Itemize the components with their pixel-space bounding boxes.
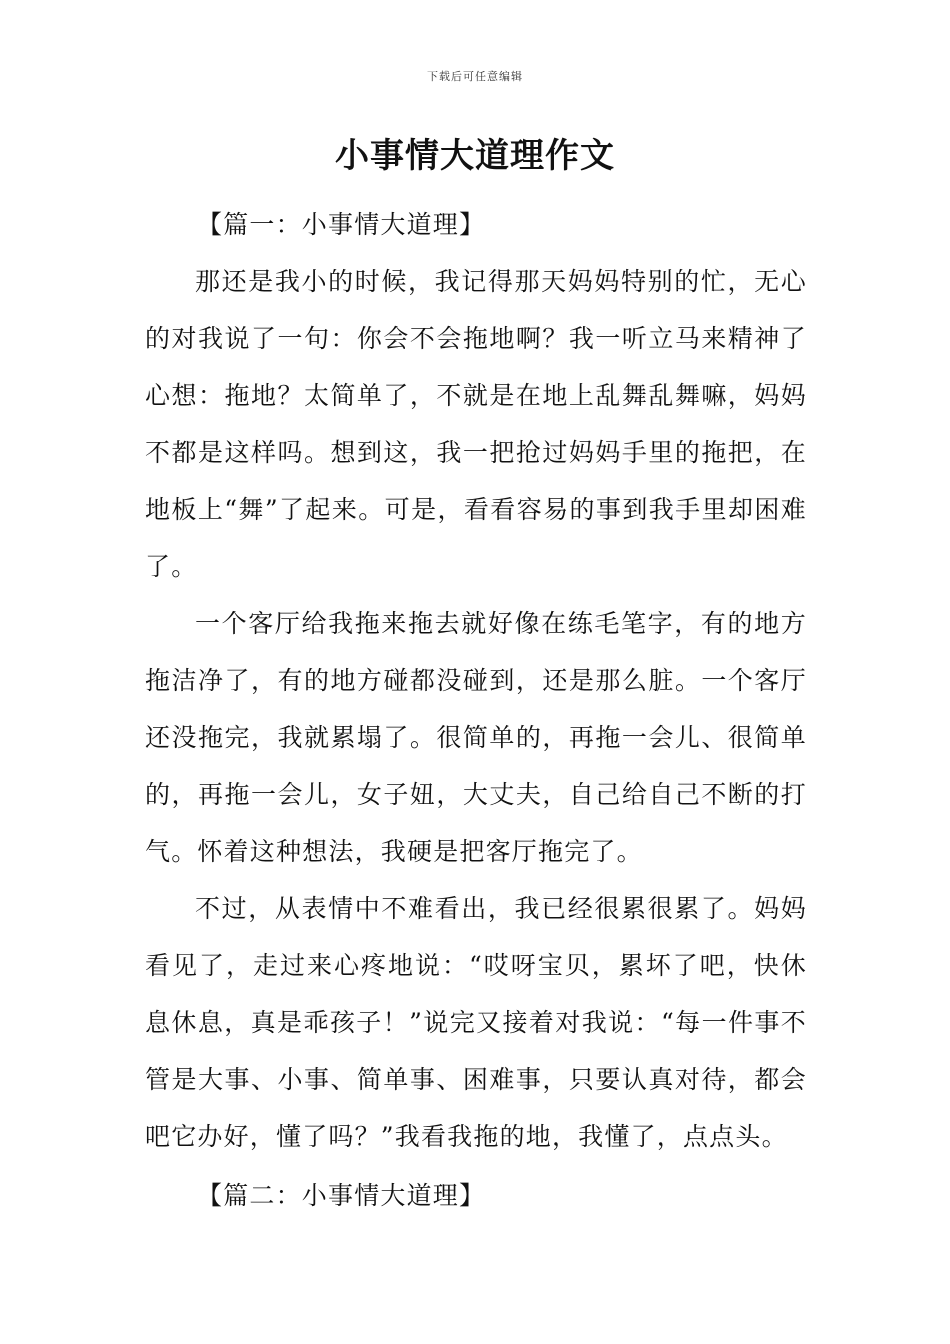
header-note: 下载后可任意编辑 [427, 70, 523, 83]
paragraph-1: 那还是我小的时候，我记得那天妈妈特别的忙，无心的对我说了一句：你会不会拖地啊？我一听立马来精神了心想：拖地？太简单了，不就是在地上乱舞乱舞嘛，妈妈不都是这样吗。想到这，我一把抢过妈妈手里的拖把，在地板上“舞”了起来。可是，看看容易的事到我手里却困难了。 [145, 267, 807, 581]
document-body [145, 196, 807, 1224]
section-heading-2: 【篇二：小事情大道理】 [197, 1181, 486, 1210]
page-title: 小事情大道理作文 [335, 136, 615, 176]
section-heading-1: 【篇一：小事情大道理】 [197, 210, 486, 239]
paragraph-2: 一个客厅给我拖来拖去就好像在练毛笔字，有的地方拖洁净了，有的地方碰都没碰到，还是那么脏。一个客厅还没拖完，我就累塌了。很简单的，再拖一会儿、很简单的，再拖一会儿，女子妞，大丈夫，自己给自己不断的打气。怀着这种想法，我硬是把客厅拖完了。 [145, 609, 807, 866]
paragraph-3: 不过，从表情中不难看出，我已经很累很累了。妈妈看见了，走过来心疼地说：“哎呀宝贝，累坏了吧，快休息休息，真是乖孩子！”说完又接着对我说：“每一件事不管是大事、小事、简单事、困难事，只要认真对待，都会吧它办好，懂了吗？”我看我拖的地，我懂了，点点头。 [145, 894, 807, 1151]
